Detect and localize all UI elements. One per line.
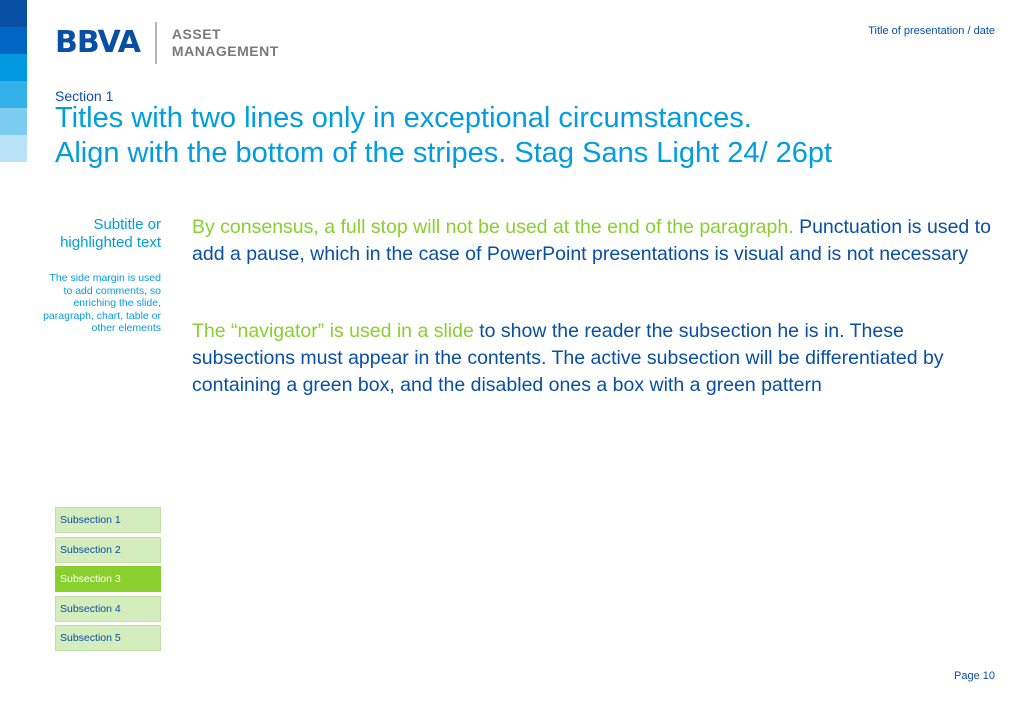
nav-subsection-4[interactable]: Subsection 4 [55,596,161,622]
logo-subtitle [172,26,279,60]
stripe-5 [0,108,27,135]
nav-subsection-1[interactable]: Subsection 1 [55,507,161,533]
stripe-3 [0,54,27,81]
paragraph-1-text: Punctuation is used to add a pause, which in the case of PowerPoint presentations is visual and is not necessary [192,216,991,265]
color-stripes [0,0,27,162]
side-subtitle: Subtitle or highlighted text [60,216,161,251]
title-line-1: Titles with two lines only in exceptional circumstances. [55,102,752,134]
nav-subsection-2[interactable]: Subsection 2 [55,537,161,563]
body-text [192,214,992,399]
subsection-navigator [55,507,161,655]
presentation-title-date: Title of presentation / date [868,25,995,37]
paragraph-1 [192,214,992,268]
stripe-2 [0,27,27,54]
logo-divider [155,22,157,64]
stripe-1 [0,0,27,27]
paragraph-1-highlight: By consensus, a full stop will not be used at the end of the paragraph. [192,216,794,238]
bbva-logo-mark: BBVA [55,25,140,60]
nav-subsection-3-active[interactable]: Subsection 3 [55,566,161,592]
stripe-4 [0,81,27,108]
paragraph-2 [192,318,992,399]
side-margin [40,216,161,335]
logo-line-1: ASSET [171,26,222,42]
page-number: Page 10 [954,670,995,682]
side-note: The side margin is used to add comments, so enriching the slide, paragraph, chart, table or other elements [43,272,161,335]
title-line-2: Align with the bottom of the stripes. Stag Sans Light 24/ 26pt [55,137,833,169]
logo-line-2: MANAGEMENT [171,43,279,59]
stripe-6 [0,135,27,162]
section-label: Section 1 [55,88,114,104]
nav-subsection-5[interactable]: Subsection 5 [55,625,161,651]
paragraph-2-highlight: The “navigator” is used in a slide [192,320,474,342]
page-title [55,101,995,171]
bbva-asset-management-logo [55,22,279,64]
paragraph-2-text: to show the reader the subsection he is in. These subsections must appear in the contents. The active subsection will be differentiated by containing a green box, and the disabled ones a box with a green pattern [192,320,944,396]
